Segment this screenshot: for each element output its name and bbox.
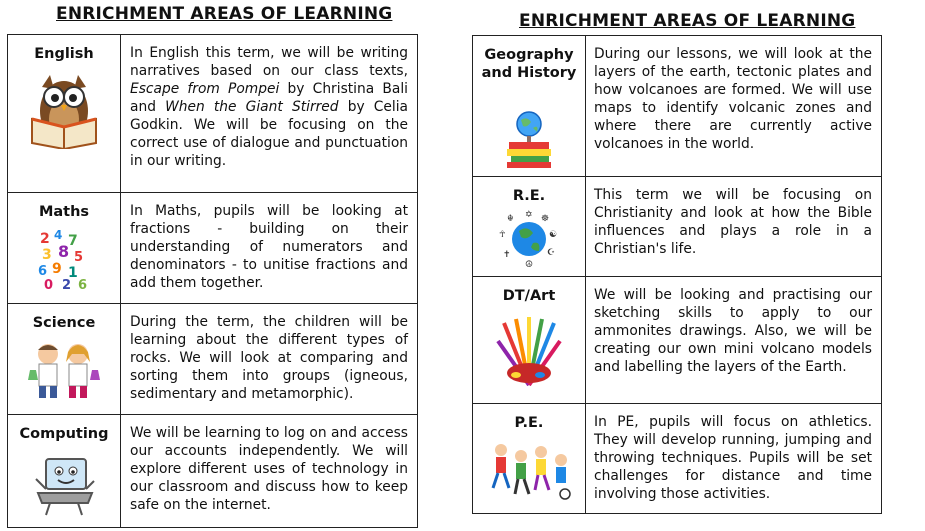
table-row-pe	[473, 404, 881, 513]
table-row-re	[473, 177, 881, 277]
children-scientists-icon	[28, 340, 100, 404]
children-playing-sports-icon	[487, 440, 571, 504]
table-row-maths	[8, 193, 417, 304]
owl-reading-book-icon	[26, 69, 102, 153]
svg-text:☥: ☥	[499, 230, 506, 240]
svg-text:☪: ☪	[547, 248, 556, 258]
right-heading: ENRICHMENT AREAS OF LEARNING	[519, 11, 856, 31]
subject-description: During the term, the children will be learning about the different types of rocks. We will look at comparing and sorting them into groups (igneous, sedimentary and metamorphic).	[130, 314, 408, 402]
svg-text:☬: ☬	[507, 214, 514, 224]
left-enrichment-table	[7, 34, 418, 528]
svg-text:6: 6	[38, 264, 48, 279]
subject-description: In English this term, we will be writing narratives based on our class texts, Escape from Pompei by Christina Bali and When the Giant Stirred by Celia Godkin. We will be focusing on the correct use of dialogue and punctuation in our writing.	[130, 45, 409, 169]
subject-cell	[473, 277, 586, 403]
svg-text:4: 4	[54, 228, 63, 242]
subject-name: Computing	[19, 426, 109, 442]
earth-religious-symbols-icon	[497, 207, 561, 271]
art-brushes-icon	[496, 315, 562, 391]
subject-cell	[473, 177, 586, 276]
subject-cell	[8, 35, 121, 192]
numbers-pile-icon	[36, 227, 92, 295]
subject-description: During our lessons, we will look at the layers of the earth, tectonic plates and how volcanoes are formed. We will use maps to identify volcanic zones and where there are currently active volcanoes in the world.	[594, 46, 872, 152]
subject-name: R.E.	[512, 188, 546, 204]
svg-text:✡: ✡	[525, 210, 533, 220]
svg-text:7: 7	[68, 233, 78, 249]
svg-text:9: 9	[52, 261, 62, 277]
subject-name: Science	[32, 315, 96, 331]
svg-text:☸: ☸	[541, 214, 550, 224]
subject-name: DT/Art	[502, 288, 556, 304]
subject-description: This term we will be focusing on Christianity and look at how the Bible influences and plays a role in a Christian's life.	[594, 187, 872, 257]
svg-text:2: 2	[62, 278, 72, 291]
subject-description: In Maths, pupils will be looking at fractions - building on their understanding of numerators and denominators - to unitise fractions and add them together.	[130, 203, 408, 291]
svg-text:☯: ☯	[549, 230, 558, 240]
svg-text:8: 8	[58, 242, 70, 261]
left-heading: ENRICHMENT AREAS OF LEARNING	[56, 4, 393, 24]
right-enrichment-table	[472, 35, 882, 514]
svg-text:2: 2	[40, 231, 50, 247]
table-row-geography-history	[473, 36, 881, 177]
svg-text:3: 3	[42, 247, 52, 263]
svg-text:1: 1	[68, 265, 78, 281]
subject-cell	[8, 193, 121, 303]
subject-name: Geography and History	[481, 47, 577, 81]
subject-cell	[8, 304, 121, 414]
subject-name: Maths	[38, 204, 90, 220]
globe-on-books-icon	[503, 110, 555, 172]
table-row-computing	[8, 415, 417, 527]
svg-text:5: 5	[74, 250, 84, 265]
table-row-dt-art	[473, 277, 881, 404]
svg-text:☮: ☮	[525, 260, 534, 267]
subject-cell	[8, 415, 121, 527]
book-title: When the Giant Stirred	[165, 99, 339, 115]
svg-text:6: 6	[78, 278, 88, 291]
subject-description: We will be looking and practising our sketching skills to apply to our ammonites drawings. Also, we will be creating our own mini volcano models and labelling the layers of the Earth.	[594, 287, 872, 375]
subject-description: In PE, pupils will focus on athletics. They will develop running, jumping and throwing techniques. Pupils will be set challenges for distance and time involving those activities.	[594, 414, 872, 502]
subject-cell	[473, 404, 586, 513]
subject-description: We will be learning to log on and access our accounts independently. We will explore different uses of technology in our classroom and discuss how to keep safe on the internet.	[130, 425, 408, 513]
subject-name: English	[34, 46, 94, 62]
table-row-english	[8, 35, 417, 193]
svg-text:✝: ✝	[503, 250, 511, 260]
subject-cell	[473, 36, 586, 176]
book-title: Escape from Pompei	[130, 81, 280, 97]
laptop-character-icon	[32, 453, 96, 521]
subject-name: P.E.	[514, 415, 544, 431]
svg-text:0: 0	[44, 278, 54, 291]
table-row-science	[8, 304, 417, 415]
